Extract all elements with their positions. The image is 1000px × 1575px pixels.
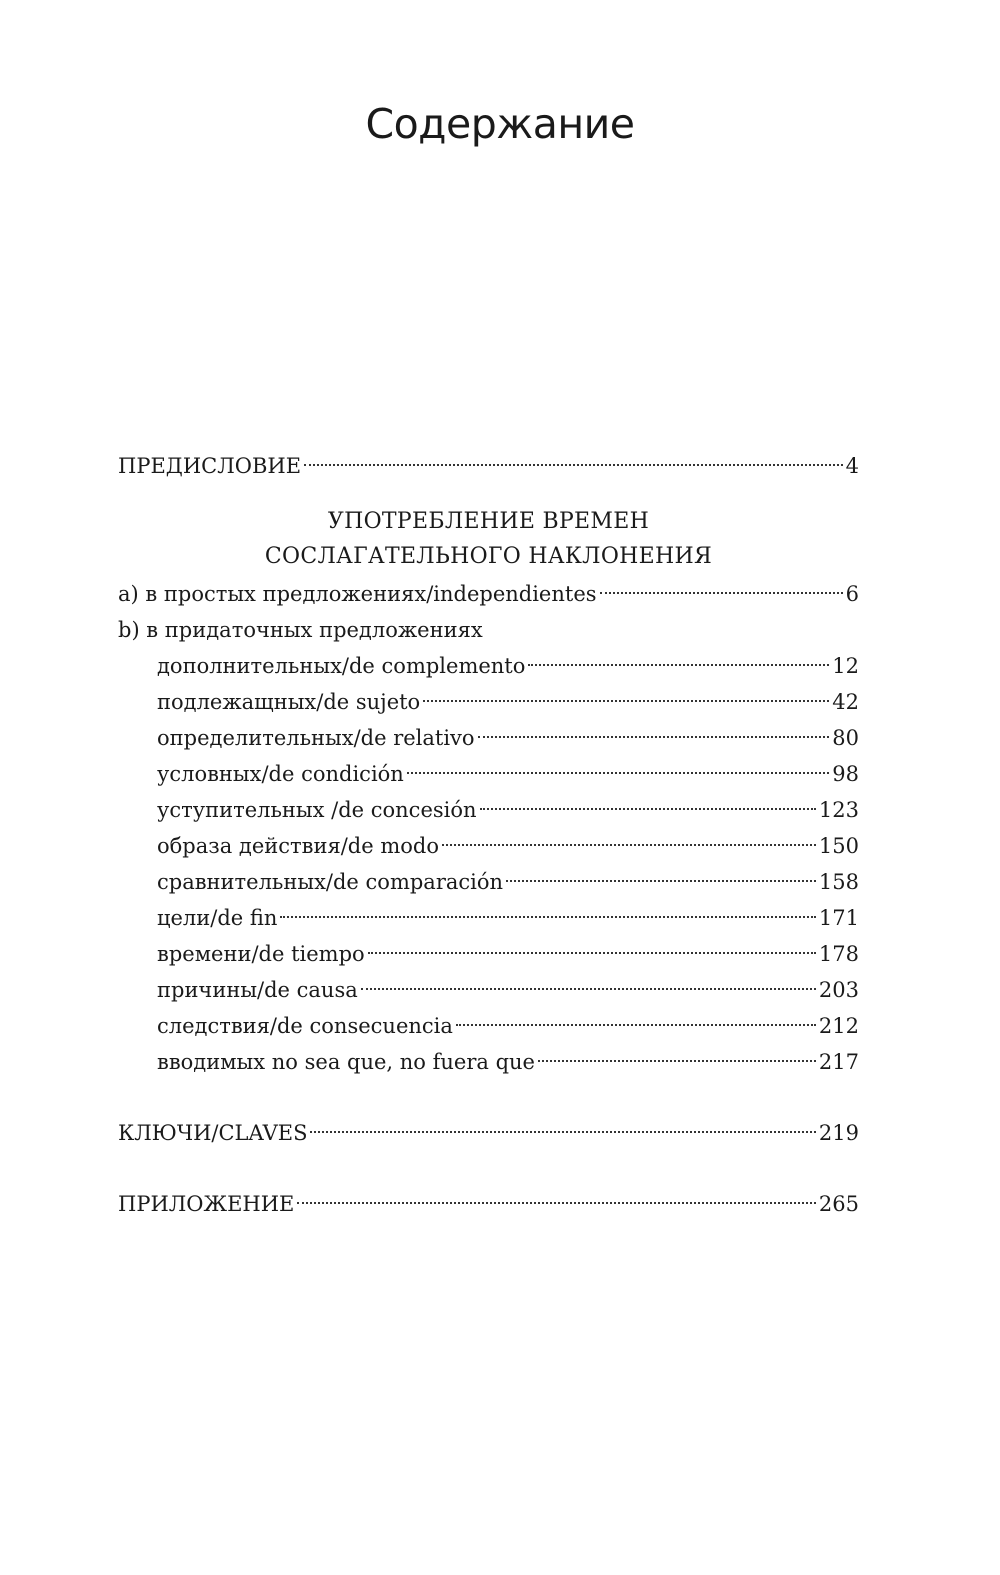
toc-entry [118, 756, 859, 792]
section-heading-line2: СОСЛАГАТЕЛЬНОГО НАКЛОНЕНИЯ [264, 544, 713, 569]
dot-leader [456, 1024, 816, 1026]
toc-entry-preface [118, 448, 859, 484]
toc-entry [118, 1008, 859, 1044]
toc-entry-label: цели/de fin [157, 906, 278, 930]
toc-entry-label: a) в простых предложениях/independientes [118, 582, 597, 606]
dot-leader [407, 772, 829, 774]
toc-entry-independent [118, 576, 859, 612]
toc-entry-label: определительных/de relativo [157, 726, 475, 750]
toc-entry-page: 80 [832, 726, 859, 750]
toc-entry-page: 212 [818, 1014, 859, 1038]
dot-leader [538, 1060, 816, 1062]
dot-leader [361, 988, 816, 990]
page-title: Содержание [365, 100, 635, 148]
toc-entry-label: времени/de tiempo [157, 942, 365, 966]
dot-leader [297, 1202, 816, 1204]
toc-entry [118, 828, 859, 864]
dot-leader [600, 592, 843, 594]
toc-entry-page: 42 [832, 690, 859, 714]
dot-leader [368, 952, 816, 954]
toc-entry-label: уступительных /de concesión [157, 798, 477, 822]
toc-entry [118, 864, 859, 900]
toc-entry [118, 972, 859, 1008]
toc-entry-page: 178 [818, 942, 859, 966]
toc-entry-label: дополнительных/de complemento [157, 654, 526, 678]
toc-entry [118, 720, 859, 756]
toc-entry-page: 203 [818, 978, 859, 1002]
toc-entry [118, 792, 859, 828]
toc-entry-page: 158 [818, 870, 859, 894]
section-heading [118, 504, 859, 574]
toc-entry-page: 123 [818, 798, 859, 822]
toc-entry-page: 4 [845, 454, 859, 478]
toc-entry-label: вводимых no sea que, no fuera que [157, 1050, 535, 1074]
toc-entry [118, 936, 859, 972]
dot-leader [528, 664, 829, 666]
toc-entry-page: 265 [818, 1192, 859, 1216]
toc-entry [118, 684, 859, 720]
dot-leader [442, 844, 816, 846]
toc-entry [118, 900, 859, 936]
toc-entry-keys [118, 1115, 859, 1151]
toc-subsection-list [118, 648, 859, 1080]
dot-leader [423, 700, 829, 702]
toc-entry-appendix [118, 1186, 859, 1222]
section-heading-line1: УПОТРЕБЛЕНИЕ ВРЕМЕН [327, 509, 650, 534]
toc-entry [118, 648, 859, 684]
toc-entry [118, 1044, 859, 1080]
toc-entry-label: образа действия/de modo [157, 834, 439, 858]
toc-entry-label: подлежащных/de sujeto [157, 690, 421, 714]
toc-entry-label: ПРИЛОЖЕНИЕ [118, 1192, 295, 1216]
toc-entry-label: сравнительных/de comparación [157, 870, 504, 894]
toc-entry-label: КЛЮЧИ/CLAVES [118, 1121, 308, 1145]
dot-leader [478, 736, 830, 738]
dot-leader [480, 808, 816, 810]
toc-entry-page: 98 [832, 762, 859, 786]
toc-entry-label: ПРЕДИСЛОВИЕ [118, 454, 302, 478]
dot-leader [304, 464, 843, 466]
dot-leader [310, 1131, 815, 1133]
toc-entry-page: 217 [818, 1050, 859, 1074]
toc-entry-label: причины/de causa [157, 978, 358, 1002]
dot-leader [506, 880, 816, 882]
toc-entry-label: следствия/de consecuencia [157, 1014, 453, 1038]
toc-entry-page: 6 [845, 582, 859, 606]
toc-entry-page: 12 [832, 654, 859, 678]
toc-entry-label: условных/de condición [157, 762, 404, 786]
dot-leader [280, 916, 815, 918]
toc-entry-page: 150 [818, 834, 859, 858]
table-of-contents [118, 448, 859, 1222]
toc-entry-page: 171 [818, 906, 859, 930]
toc-entry-page: 219 [818, 1121, 859, 1145]
toc-subsection-heading: b) в придаточных предложениях [118, 618, 483, 642]
